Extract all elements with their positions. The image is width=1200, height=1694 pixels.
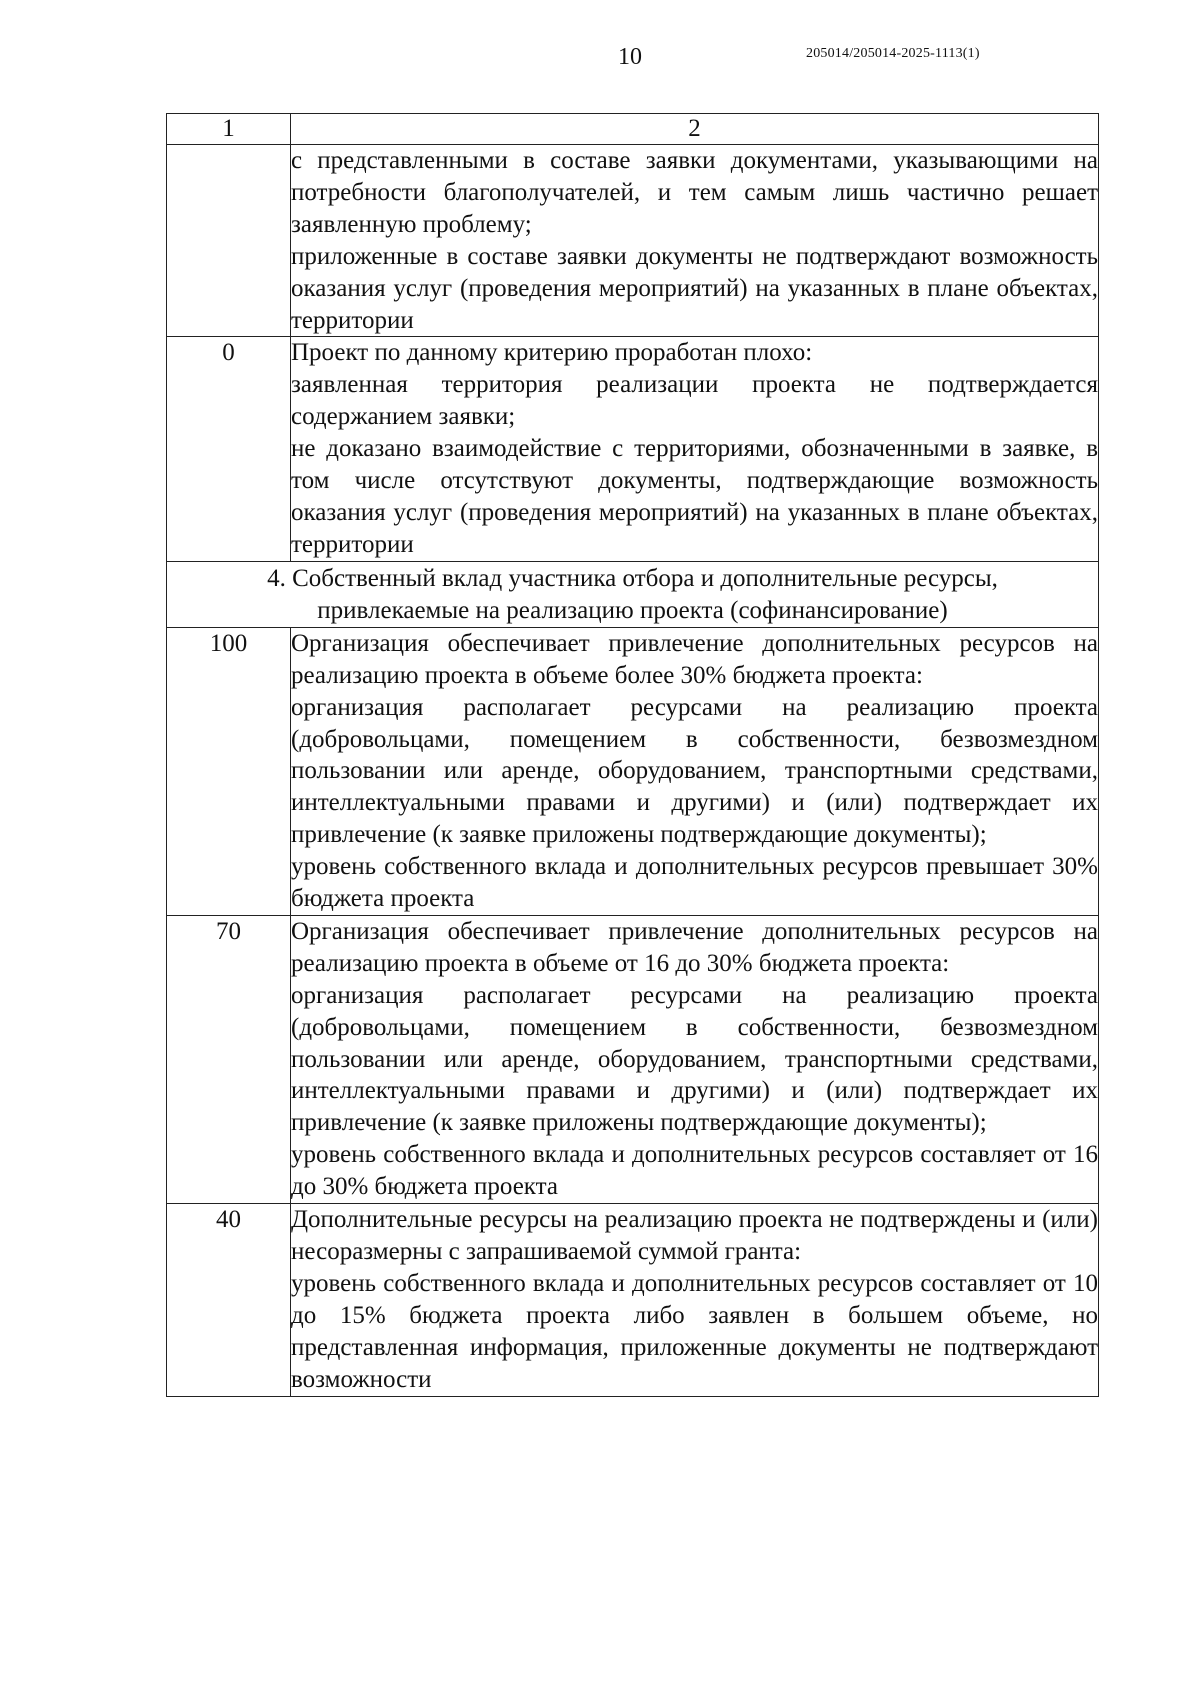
col-header-description: 2 bbox=[291, 114, 1099, 145]
score-cell bbox=[167, 145, 291, 337]
description-paragraph: Организация обеспечивает привлечение дополнительных ресурсов на реализацию проекта в объеме более 30% бюджета проекта: bbox=[291, 629, 1098, 689]
score-cell: 70 bbox=[167, 915, 291, 1203]
description-cell bbox=[291, 337, 1099, 561]
table-row bbox=[167, 915, 1099, 1203]
description-paragraph: Проект по данному критерию проработан плохо: bbox=[291, 339, 813, 367]
table-row bbox=[167, 627, 1099, 915]
document-code: 205014/205014-2025-1113(1) bbox=[806, 46, 980, 61]
page-number: 10 bbox=[618, 44, 642, 70]
description-paragraph: уровень собственного вклада и дополнительных ресурсов превышает 30% бюджета проекта bbox=[291, 853, 1098, 913]
description-paragraph: не доказано взаимодействие с территориями, обозначенными в заявке, в том числе отсутствуют документы, подтверждающие возможность оказания услуг (проведения мероприятий) на указанных в плане объектах, территории bbox=[291, 435, 1098, 558]
description-paragraph: приложенные в составе заявки документы не подтверждают возможность оказания услуг (проведения мероприятий) на указанных в плане объектах, территории bbox=[291, 242, 1098, 334]
description-paragraph: организация располагает ресурсами на реализацию проекта (добровольцами, помещением в собственности, безвозмездном пользовании или аренде, оборудованием, транспортными средствами, интеллектуальными правами и другими) и (или) подтверждает их привлечение (к заявке приложены подтверждающие документы); bbox=[291, 981, 1098, 1137]
section-heading-line: 4. Собственный вклад участника отбора и дополнительные ресурсы, bbox=[267, 564, 998, 592]
description-paragraph: Дополнительные ресурсы на реализацию проекта не подтверждены и (или) несоразмерны с запрашиваемой суммой гранта: bbox=[291, 1206, 1098, 1265]
description-paragraph: Организация обеспечивает привлечение дополнительных ресурсов на реализацию проекта в объеме от 16 до 30% бюджета проекта: bbox=[291, 917, 1098, 977]
description-paragraph: уровень собственного вклада и дополнительных ресурсов составляет от 16 до 30% бюджета проекта bbox=[291, 1141, 1098, 1201]
score-cell: 0 bbox=[167, 337, 291, 561]
table-row bbox=[167, 1204, 1099, 1396]
section-heading-line: привлекаемые на реализацию проекта (софинансирование) bbox=[317, 596, 948, 624]
table-row bbox=[167, 337, 1099, 561]
description-paragraph: уровень собственного вклада и дополнительных ресурсов составляет от 10 до 15% бюджета проекта либо заявлен в большем объеме, но представленная информация, приложенные документы не подтверждают возможности bbox=[291, 1269, 1098, 1393]
description-cell bbox=[291, 1204, 1099, 1396]
criteria-table bbox=[166, 113, 1099, 1397]
description-paragraph: с представленными в составе заявки документами, указывающими на потребности благополучателей, и тем самым лишь частично решает заявленную проблему; bbox=[291, 147, 1098, 238]
score-cell: 100 bbox=[167, 627, 291, 915]
col-header-score: 1 bbox=[167, 114, 291, 145]
description-cell bbox=[291, 627, 1099, 915]
section-heading-row bbox=[167, 561, 1099, 627]
table-row bbox=[167, 145, 1099, 337]
section-heading bbox=[167, 561, 1099, 627]
description-paragraph: организация располагает ресурсами на реализацию проекта (добровольцами, помещением в собственности, безвозмездном пользовании или аренде, оборудованием, транспортными средствами, интеллектуальными правами и другими) и (или) подтверждает их привлечение (к заявке приложены подтверждающие документы); bbox=[291, 693, 1098, 849]
score-cell: 40 bbox=[167, 1204, 291, 1396]
description-paragraph: заявленная территория реализации проекта не подтверждается содержанием заявки; bbox=[291, 371, 1098, 431]
description-cell bbox=[291, 915, 1099, 1203]
description-cell bbox=[291, 145, 1099, 337]
table-header-row bbox=[167, 114, 1099, 145]
